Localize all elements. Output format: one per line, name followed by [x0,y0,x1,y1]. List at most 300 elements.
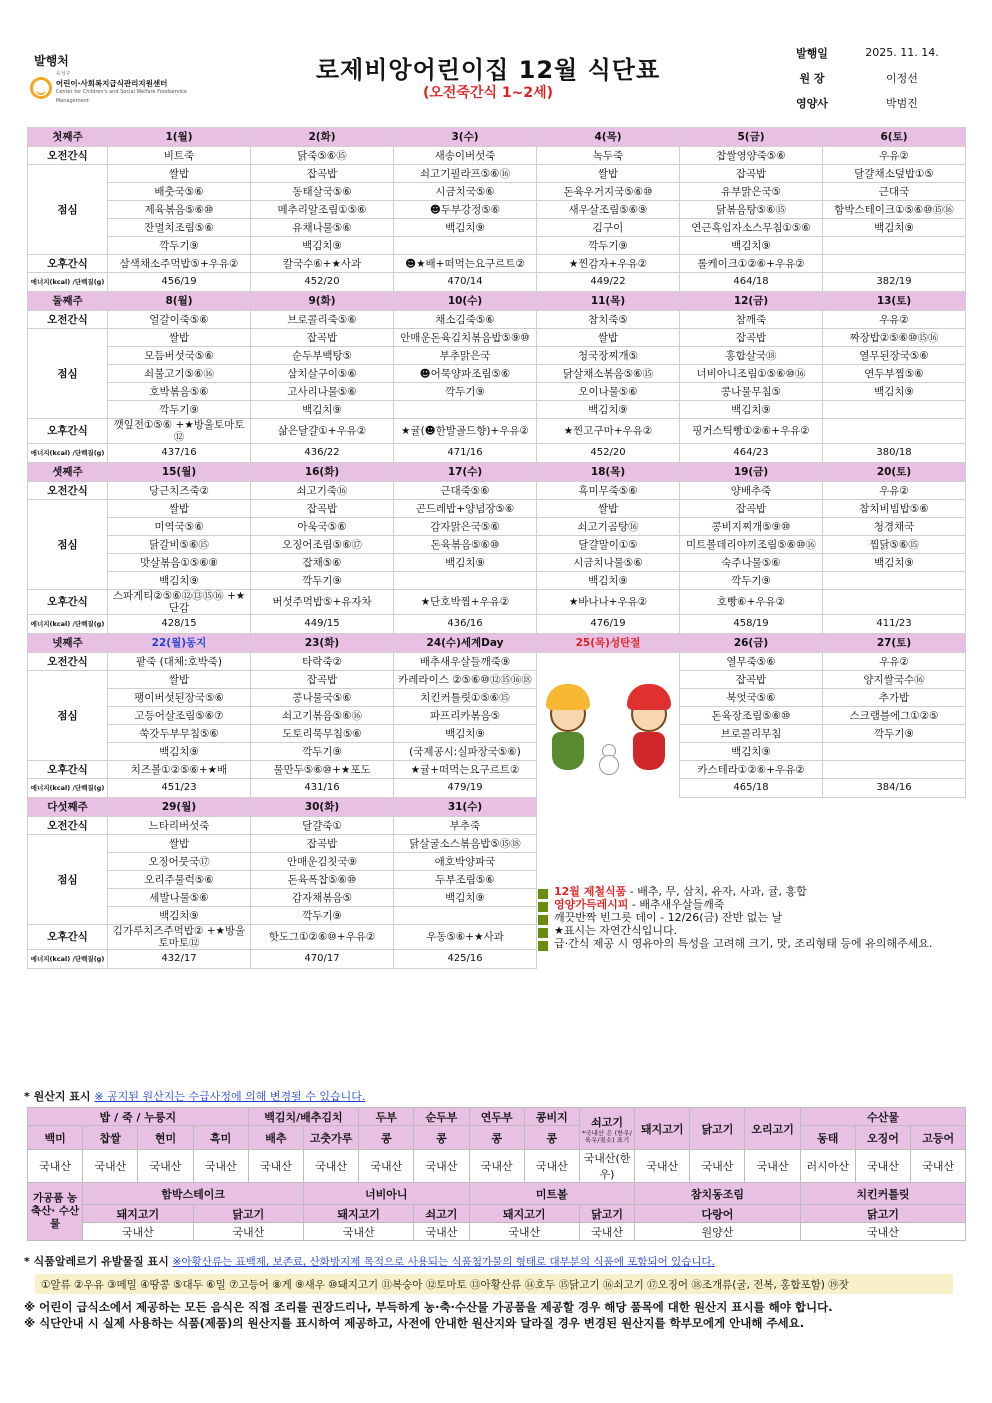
row-label-afternoon: 오후간식 [28,419,108,444]
afternoon-snack-cell: 호빵⑥+우유② [680,590,823,615]
origin-group-header: 두부 [359,1108,414,1126]
day-header: 3(수) [394,128,537,147]
processed-value: 국내산 [469,1223,579,1241]
day-header: 11(목) [537,292,680,311]
day-header: 5(금) [680,128,823,147]
afternoon-snack-cell: 핑거스틱빵①②⑥+우유② [680,419,823,444]
lunch-item-cell: 동태살국⑤⑥ [251,183,394,201]
energy-cell: 451/23 [108,779,251,798]
week-label: 다섯째주 [28,798,108,817]
beef-label: 쇠고기 [591,1115,623,1129]
processed-value: 국내산 [83,1223,193,1241]
lunch-item-cell: 깍두기⑨ [251,743,394,761]
afternoon-snack-cell: 삼색채소주먹밥⑤+우유② [108,255,251,273]
origin-value: 국내산 [524,1150,579,1183]
lunch-item-cell [823,572,966,590]
lunch-item-cell: (국제공시:실파장국⑤⑥) [394,743,537,761]
lunch-item-cell: 쑥갓두부무침⑤⑥ [108,725,251,743]
day-header: 6(토) [823,128,966,147]
energy-cell: 464/18 [680,273,823,292]
afternoon-snack-cell: 스파게티②⑤⑥⑫⑬⑮⑯ +★단감 [108,590,251,615]
day-header: 29(월) [108,798,251,817]
day-header: 31(수) [394,798,537,817]
lunch-item-cell: 잔멸치조림⑤⑥ [108,219,251,237]
processed-group-header: 치킨커틀릿 [800,1183,966,1205]
empty-cell [537,798,680,817]
afternoon-snack-cell: ★귤(☻한발골드향)+우유② [394,419,537,444]
morning-snack-cell: 부추죽 [394,817,537,835]
lunch-item-cell: 백김치⑨ [680,237,823,255]
lunch-item-cell: 콩나물국⑤⑥ [251,689,394,707]
lunch-item-cell: 돈육볶음⑤⑥⑩ [394,536,537,554]
lunch-item-cell: 깍두기⑨ [680,572,823,590]
lunch-item-cell: 미역국⑤⑥ [108,518,251,536]
lunch-item-cell: 모듬버섯국⑤⑥ [108,347,251,365]
lunch-item-cell: 달걀말이①⑤ [537,536,680,554]
lunch-item-cell: 연근흑임자소스무침①⑤⑥ [680,219,823,237]
day-header: 2(화) [251,128,394,147]
lunch-item-cell: 유부맑은국⑤ [680,183,823,201]
lunch-item-cell: 백김치⑨ [251,401,394,419]
week-label: 넷째주 [28,634,108,653]
origin-item-header: 찹쌀 [83,1126,138,1150]
lunch-item-cell: 카레라이스 ②⑤⑥⑩⑫⑮⑯⑱ [394,671,537,689]
origin-group-header [579,1108,634,1150]
logo-main-text: 어린이·사회복지급식관리지원센터 [55,79,168,88]
energy-cell: 465/18 [680,779,823,798]
origin-group-header: 닭고기 [690,1108,745,1150]
lunch-item-cell: 시금치국⑤⑥ [394,183,537,201]
energy-cell: 471/16 [394,444,537,463]
issue-info [784,40,964,115]
lunch-item-cell: 청국장찌개⑤ [537,347,680,365]
processed-item-header: 닭고기 [800,1205,966,1223]
note-text: - 12/26(금) 잔반 없는 날 [656,911,783,924]
lunch-item-cell: 오이나물⑤⑥ [537,383,680,401]
energy-cell: 437/16 [108,444,251,463]
lunch-item-cell: 애호박양파국 [394,853,537,871]
lunch-item-cell: 쌀밥 [108,329,251,347]
lunch-item-cell [823,743,966,761]
lunch-item-cell: 북엇국⑤⑥ [680,689,823,707]
processed-item-header: 돼지고기 [83,1205,193,1223]
lunch-item-cell: 쇠고기곰탕⑯ [537,518,680,536]
afternoon-snack-cell: ☻★배+떠먹는요구르트② [394,255,537,273]
origin-value: 국내산 [303,1150,358,1183]
afternoon-snack-cell [823,255,966,273]
afternoon-snack-cell: 카스테라①②⑥+우유② [680,761,823,779]
snowman-icon [597,744,619,780]
page-title: 로제비앙어린이집 12월 식단표 [315,56,661,84]
energy-cell: 411/23 [823,615,966,634]
morning-snack-cell: 배추새우살들깨죽⑨ [394,653,537,671]
lunch-item-cell: 백김치⑨ [537,572,680,590]
row-label-morning: 오전간식 [28,817,108,835]
lunch-item-cell: 잡곡밥 [251,329,394,347]
lunch-item-cell: 스크램블에그①②⑤ [823,707,966,725]
week-label: 둘째주 [28,292,108,311]
lunch-item-cell: 오징어조림⑤⑥⑰ [251,536,394,554]
origin-value: 국내산 [911,1150,966,1183]
lunch-item-cell: 쌀밥 [537,329,680,347]
morning-snack-cell: 우유② [823,147,966,165]
processed-value: 원양산 [635,1223,801,1241]
lunch-item-cell: 미트볼데리야끼조림⑤⑥⑩⑯ [680,536,823,554]
origin-item-header: 콩 [524,1126,579,1150]
origin-value: 러시아산 [800,1150,855,1183]
morning-snack-cell: 우유② [823,311,966,329]
lunch-item-cell: 참치비빔밥⑤⑥ [823,500,966,518]
energy-cell: 449/22 [537,273,680,292]
lunch-item-cell: 백김치⑨ [823,554,966,572]
origin-item-header: 고등어 [911,1126,966,1150]
origin-value: 국내산 [248,1150,303,1183]
lunch-item-cell: 백김치⑨ [251,237,394,255]
origin-value: 국내산 [635,1150,690,1183]
footer-note-1: ※ 어린이 급식소에서 제공하는 모든 음식은 직접 조리를 권장드리나, 부득하게 농·축·수산물 가공품을 제공할 경우 해당 품목에 대한 원산지 표시를 해야 합니다. [24,1300,833,1314]
lunch-item-cell: 새우살조림⑤⑥⑨ [537,201,680,219]
processed-item-header: 돼지고기 [303,1205,413,1223]
lunch-item-cell: 쌀밥 [108,835,251,853]
lunch-item-cell [394,907,537,925]
row-label-lunch: 점심 [28,671,108,761]
allergy-title: * 식품알레르기 유발물질 표시 [24,1255,169,1268]
lunch-item-cell: 호박볶음⑤⑥ [108,383,251,401]
origin-group-header: 돼지고기 [635,1108,690,1150]
row-label-lunch: 점심 [28,329,108,419]
afternoon-snack-cell: ★귤+떠먹는요구르트② [394,761,537,779]
afternoon-snack-cell: ★단호박찜+우유② [394,590,537,615]
afternoon-snack-cell: 핫도그①②⑥⑩+우유② [251,925,394,950]
lunch-item-cell: 오리주물럭⑤⑥ [108,871,251,889]
processed-item-header: 닭고기 [579,1205,634,1223]
row-label-afternoon: 오후간식 [28,255,108,273]
info-value: 이정선 [886,71,918,85]
lunch-item-cell: 쌀밥 [108,165,251,183]
note-text: - 배추, 무, 삼치, 유자, 사과, 귤, 홍합 [626,885,807,898]
row-label-afternoon: 오후간식 [28,590,108,615]
lunch-item-cell: 백김치⑨ [680,401,823,419]
morning-snack-cell: 타락죽② [251,653,394,671]
origin-value: 국내산 [83,1150,138,1183]
energy-cell: 425/16 [394,950,537,969]
origin-value: 국내산 [193,1150,248,1183]
lunch-item-cell: 돈육폭찹⑤⑥⑩ [251,871,394,889]
lunch-item-cell: 깍두기⑨ [251,572,394,590]
row-label-morning: 오전간식 [28,147,108,165]
processed-value: 국내산 [303,1223,413,1241]
note-item [538,938,965,951]
lunch-item-cell: 돈육우거지국⑤⑥⑩ [537,183,680,201]
lunch-item-cell: 깍두기⑨ [251,907,394,925]
day-header: 25(목)성탄절 [537,634,680,653]
logo-en-text: Center for Children's and Social Welfare Foodservice Management [55,89,187,104]
lunch-item-cell: 숙주나물⑤⑥ [680,554,823,572]
lunch-item-cell: 근대국 [823,183,966,201]
row-label-lunch: 점심 [28,165,108,255]
processed-group-header: 함박스테이크 [83,1183,304,1205]
processed-label: 가공품 농축산· 수산물 [28,1183,83,1241]
afternoon-snack-cell: 삶은달걀①+우유② [251,419,394,444]
afternoon-snack-cell: 롤케이크①②⑥+우유② [680,255,823,273]
page-subtitle: (오전죽간식 1~2세) [422,85,554,101]
lunch-item-cell: 잡곡밥 [680,165,823,183]
morning-snack-cell: 느타리버섯죽 [108,817,251,835]
lunch-item-cell: 백김치⑨ [394,725,537,743]
day-header: 27(토) [823,634,966,653]
energy-cell: 382/19 [823,273,966,292]
processed-value: 국내산 [800,1223,966,1241]
lunch-item-cell [394,572,537,590]
day-header: 22(월)동지 [108,634,251,653]
energy-cell: 452/20 [251,273,394,292]
footer-note-2: ※ 식단안내 시 실제 사용하는 식품(제품)의 원산지를 표시하여 제공하고, 사전에 안내한 원산지와 달라질 경우 변경된 원산지를 학부모에게 안내해 주세요. [24,1316,805,1330]
lunch-item-cell: 백김치⑨ [680,743,823,761]
morning-snack-cell: 흑미무죽⑤⑥ [537,482,680,500]
lunch-item-cell: 닭갈비⑤⑥⑮ [108,536,251,554]
lunch-item-cell: 고사리나물⑤⑥ [251,383,394,401]
menu-table [27,127,966,969]
lunch-item-cell: 부추맑은국 [394,347,537,365]
origin-title: * 원산지 표시 [24,1090,91,1103]
holiday-cell [537,653,680,798]
lunch-item-cell: 안매운김칫국⑨ [251,853,394,871]
lunch-item-cell: 오징어뭇국⑰ [108,853,251,871]
energy-cell: 470/14 [394,273,537,292]
day-header: 20(토) [823,463,966,482]
morning-snack-cell: 근대죽⑤⑥ [394,482,537,500]
energy-cell: 436/22 [251,444,394,463]
header [0,0,992,120]
lunch-item-cell: 깍두기⑨ [108,401,251,419]
origin-group-header: 순두부 [414,1108,469,1126]
lunch-item-cell: 청경채국 [823,518,966,536]
lunch-item-cell: 백김치⑨ [108,743,251,761]
morning-snack-cell: 우유② [823,653,966,671]
energy-cell: 428/15 [108,615,251,634]
note-heading: 깨끗반짝 빈그릇 데이 [554,911,657,924]
info-key: 영양사 [796,96,828,110]
origin-item-header: 동태 [800,1126,855,1150]
lunch-item-cell: 찜닭⑤⑥⑮ [823,536,966,554]
lunch-item-cell: 돈육장조림⑤⑥⑩ [680,707,823,725]
morning-snack-cell: 찹쌀영양죽⑤⑥ [680,147,823,165]
lunch-item-cell: 너비아니조림①⑤⑥⑩⑯ [680,365,823,383]
lunch-item-cell: 팽이버섯된장국⑤⑥ [108,689,251,707]
lunch-item-cell: 브로콜리무침 [680,725,823,743]
lunch-item-cell: 백김치⑨ [108,907,251,925]
lunch-item-cell: 깍두기⑨ [537,237,680,255]
day-header: 9(화) [251,292,394,311]
info-key: 발행일 [796,46,828,60]
origin-group-header: 백김치/배추김치 [248,1108,358,1126]
lunch-item-cell: 양지쌀국수⑯ [823,671,966,689]
morning-snack-cell: 새송이버섯죽 [394,147,537,165]
energy-cell: 431/16 [251,779,394,798]
lunch-item-cell: 제육볶음⑤⑥⑩ [108,201,251,219]
afternoon-snack-cell: 물만두⑤⑥⑩+★포도 [251,761,394,779]
lunch-item-cell: 연두부찜⑤⑥ [823,365,966,383]
week-label: 셋째주 [28,463,108,482]
origin-item-header: 고춧가루 [303,1126,358,1150]
lunch-item-cell: 열무된장국⑤⑥ [823,347,966,365]
allergy-note: ※아황산류는 표백제, 보존료, 산화방지제 목적으로 사용되는 식품첨가물의 형태로 대부분의 식품에 포함되어 있습니다. [172,1256,715,1268]
energy-cell: 432/17 [108,950,251,969]
lunch-item-cell: 백김치⑨ [823,219,966,237]
lunch-item-cell: 홍합살국⑱ [680,347,823,365]
day-header: 13(토) [823,292,966,311]
lunch-item-cell: 김구이 [537,219,680,237]
lunch-item-cell: 콩나물무침⑤ [680,383,823,401]
day-header: 16(화) [251,463,394,482]
lunch-item-cell: 잡채⑤⑥ [251,554,394,572]
row-label-morning: 오전간식 [28,311,108,329]
origin-label [24,1088,365,1104]
lunch-item-cell: 고등어살조림⑤⑥⑦ [108,707,251,725]
processed-group-header: 미트볼 [469,1183,635,1205]
energy-cell: 449/15 [251,615,394,634]
day-header: 24(수)세계Day [394,634,537,653]
row-label-energy: 에너지(kcal) /단백질(g) [28,950,108,969]
note-text: - 배추새우살들깨죽 [628,898,725,911]
row-label-lunch: 점심 [28,500,108,590]
allergy-label [24,1253,715,1269]
energy-cell: 458/19 [680,615,823,634]
energy-cell: 470/17 [251,950,394,969]
lunch-item-cell: 깍두기⑨ [108,237,251,255]
center-logo [30,71,220,104]
note-bullet-icon [538,928,548,938]
lunch-item-cell: 닭살채소볶음⑤⑥⑮ [537,365,680,383]
lunch-item-cell: 쇠불고기⑤⑥⑯ [108,365,251,383]
lunch-item-cell: 추가밥 [823,689,966,707]
afternoon-snack-cell: 버섯주먹밥⑤+유자차 [251,590,394,615]
origin-group-header: 수산물 [800,1108,966,1126]
row-label-energy: 에너지(kcal) /단백질(g) [28,273,108,292]
lunch-item-cell: 쌀밥 [537,165,680,183]
energy-cell: 384/16 [823,779,966,798]
afternoon-snack-cell: 김가루치즈주먹밥② +★방울토마토⑫ [108,925,251,950]
lunch-item-cell: 잡곡밥 [680,329,823,347]
origin-item-header: 현미 [138,1126,193,1150]
lunch-item-cell: 닭볶음탕⑤⑥⑮ [680,201,823,219]
publisher-label: 발행처 [34,54,69,68]
origin-value: 국내산 [855,1150,910,1183]
origin-value: 국내산 [28,1150,83,1183]
row-label-morning: 오전간식 [28,482,108,500]
lunch-item-cell: 함박스테이크①⑤⑥⑩⑮⑯ [823,201,966,219]
origin-item-header: 배추 [248,1126,303,1150]
origin-value: 국내산 [745,1150,800,1183]
lunch-item-cell: 쌀밥 [108,671,251,689]
morning-snack-cell: 녹두죽 [537,147,680,165]
lunch-item-cell: 쌀밥 [108,500,251,518]
origin-value: 국내산(한우) [579,1150,634,1183]
afternoon-snack-cell: 깻잎전①⑤⑥ +★방울토마토⑫ [108,419,251,444]
morning-snack-cell: 달걀죽① [251,817,394,835]
lunch-item-cell: 백김치⑨ [394,219,537,237]
energy-cell: 452/20 [537,444,680,463]
lunch-item-cell: 삼치살구이⑤⑥ [251,365,394,383]
info-value: 2025. 11. 14. [865,46,939,59]
origin-item-header: 백미 [28,1126,83,1150]
row-label-energy: 에너지(kcal) /단백질(g) [28,615,108,634]
processed-value: 국내산 [579,1223,634,1241]
empty-cell [680,798,823,817]
afternoon-snack-cell [823,761,966,779]
lunch-item-cell: 파프리카볶음⑤ [394,707,537,725]
lunch-item-cell: 백김치⑨ [394,554,537,572]
morning-snack-cell: 닭죽⑤⑥⑮ [251,147,394,165]
origin-group-header: 오리고기 [745,1108,800,1150]
lunch-item-cell: ☻두부강정⑤⑥ [394,201,537,219]
lunch-item-cell: 잡곡밥 [680,500,823,518]
processed-item-header: 닭고기 [193,1205,303,1223]
lunch-item-cell: 깍두기⑨ [394,383,537,401]
note-text: 입니다. [641,924,678,937]
smile-logo-icon [30,77,52,99]
afternoon-snack-cell [823,419,966,444]
energy-cell: 380/18 [823,444,966,463]
origin-value: 국내산 [469,1150,524,1183]
processed-item-header: 쇠고기 [414,1205,469,1223]
origin-item-header: 콩 [469,1126,524,1150]
afternoon-snack-cell [823,590,966,615]
lunch-item-cell: 감자채볶음⑤ [251,889,394,907]
energy-cell: 464/23 [680,444,823,463]
lunch-item-cell: 치킨커틀릿①⑤⑥⑮ [394,689,537,707]
lunch-item-cell: 곤드레밥+양념장⑤⑥ [394,500,537,518]
lunch-item-cell: 시금치나물⑤⑥ [537,554,680,572]
day-header: 19(금) [680,463,823,482]
lunch-item-cell [823,401,966,419]
day-header: 4(목) [537,128,680,147]
energy-cell: 476/19 [537,615,680,634]
origin-value: 국내산 [690,1150,745,1183]
afternoon-snack-cell: 치즈볼①②⑤⑥+★배 [108,761,251,779]
lunch-item-cell: 닭살굴소스볶음밥⑤⑮⑱ [394,835,537,853]
beef-note: *국내산 은 (한우/육우/젖소) 표기 [582,1128,632,1144]
morning-snack-cell: 쇠고기죽⑯ [251,482,394,500]
lunch-item-cell: 쌀밥 [537,500,680,518]
lunch-item-cell: 잡곡밥 [251,500,394,518]
row-label-energy: 에너지(kcal) /단백질(g) [28,779,108,798]
lunch-item-cell: 세발나물⑤⑥ [108,889,251,907]
energy-cell: 479/19 [394,779,537,798]
origin-item-header: 흑미 [193,1126,248,1150]
note-bullet-icon [538,915,548,925]
origin-value: 국내산 [138,1150,193,1183]
info-key: 원 장 [799,71,825,85]
row-label-morning: 오전간식 [28,653,108,671]
lunch-item-cell: 달걀채소덮밥①⑤ [823,165,966,183]
day-header: 12(금) [680,292,823,311]
afternoon-snack-cell: ★찐감자+우유② [537,255,680,273]
day-header: 26(금) [680,634,823,653]
lunch-item-cell [394,401,537,419]
lunch-item-cell: 깍두기⑨ [823,725,966,743]
lunch-item-cell: 순두부백탕⑤ [251,347,394,365]
day-header: 30(화) [251,798,394,817]
morning-snack-cell: 참깨죽 [680,311,823,329]
lunch-item-cell: 백김치⑨ [537,401,680,419]
lunch-item-cell: 아욱국⑤⑥ [251,518,394,536]
day-header: 1(월) [108,128,251,147]
week-label: 첫째주 [28,128,108,147]
origin-group-header: 콩비지 [524,1108,579,1126]
lunch-item-cell: 도토리묵무침⑤⑥ [251,725,394,743]
note-heading: 12월 제철식품 [554,885,627,898]
